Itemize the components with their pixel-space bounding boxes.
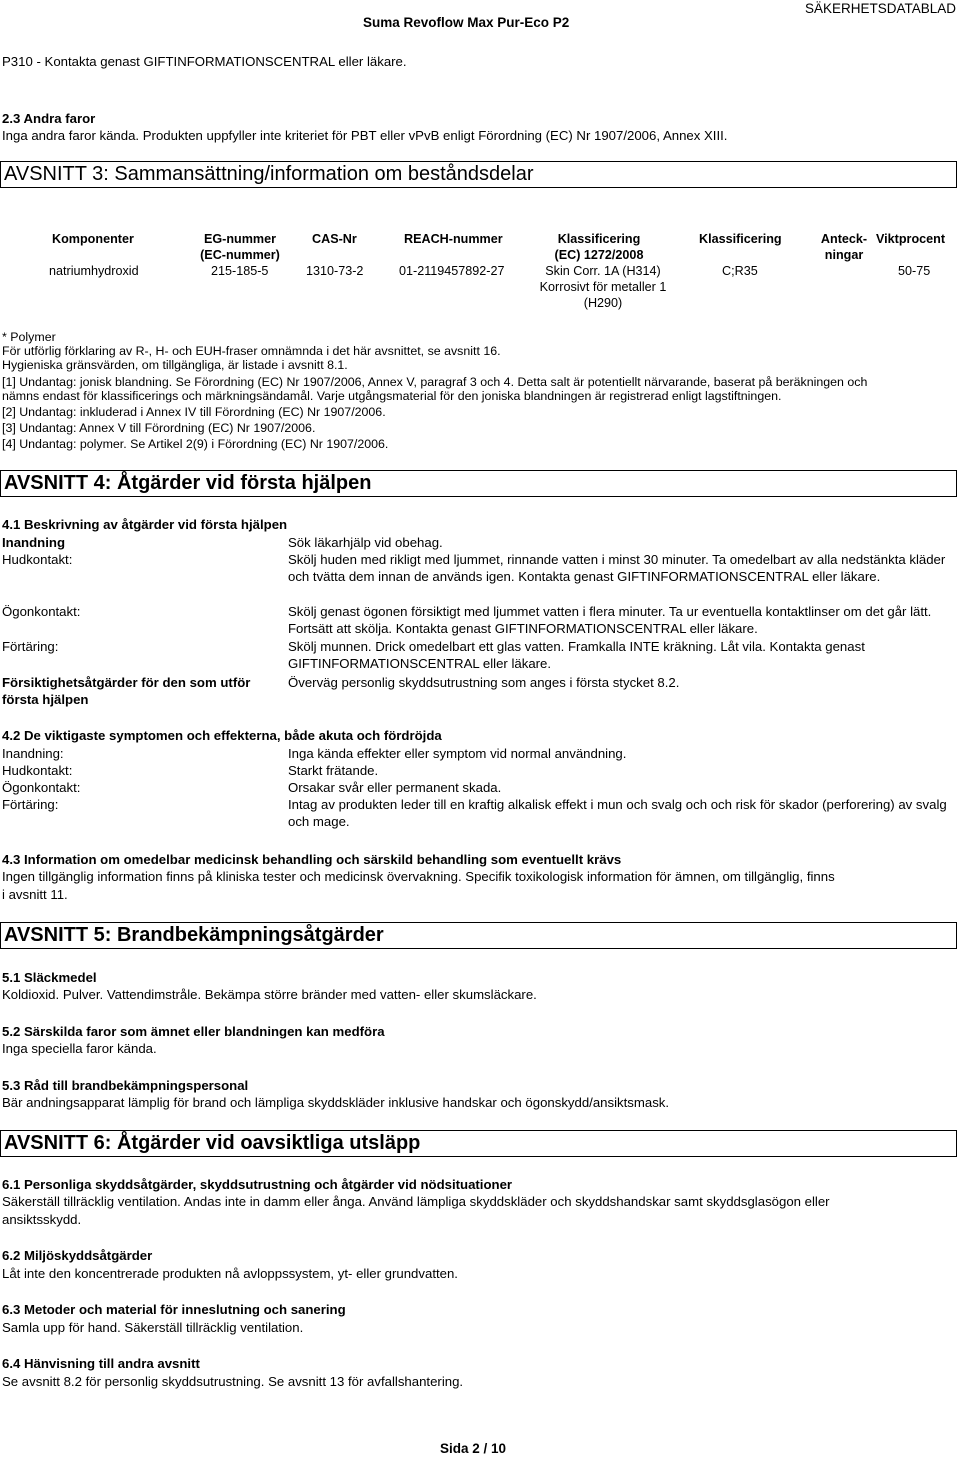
col-header-notes-line2: ningar <box>824 248 864 262</box>
s42-term-inhalation: Inandning: <box>2 746 64 761</box>
cell-clp-line3: (H290) <box>583 296 623 310</box>
col-header-eg-line1: EG-nummer <box>203 232 277 246</box>
section-5-1-title: 5.1 Släckmedel <box>2 970 97 985</box>
s41-def-eye: Skölj genast ögonen försiktigt med ljummet vatten i flera minuter. Ta ur eventuella kontaktlinser om det går lätt. Fortsätt att skölja. Kontakta genast GIFTINFORMATIONSCENTRAL eller läkare. <box>288 604 932 636</box>
section-2-3-text: Inga andra faror kända. Produkten uppfyller inte kriteriet för PBT eller vPvB enligt Förordning (EC) Nr 1907/2006, Annex XIII. <box>2 128 728 143</box>
col-header-notes <box>812 231 876 263</box>
s41-term-eye: Ögonkontakt: <box>2 604 81 619</box>
section-6-title: AVSNITT 6: Åtgärder vid oavsiktliga utsläpp <box>0 1130 957 1157</box>
s41-term-skin: Hudkontakt: <box>2 552 73 567</box>
page-number: Sida 2 / 10 <box>440 1441 507 1456</box>
s41-term-precaution-line2: första hjälpen <box>2 692 89 707</box>
cell-weight: 50-75 <box>898 264 931 278</box>
note-1: För utförlig förklaring av R-, H- och EUH-fraser omnämnda i det här avsnittet, se avsnitt 16. <box>2 344 501 358</box>
cell-cas: 1310-73-2 <box>306 264 364 278</box>
col-header-classification: Klassificering <box>699 232 782 246</box>
note-3b: nämns endast för klassificerings och märkningsändamål. Varje utgångsmaterial för den joniska blandningen är registrerad enligt lagstiftningen. <box>2 389 782 403</box>
section-4-3-text-2: i avsnitt 11. <box>2 887 68 902</box>
section-3-title: AVSNITT 3: Sammansättning/information om beståndsdelar <box>0 161 957 188</box>
s41-term-precaution <box>2 674 250 708</box>
note-3a: [1] Undantag: jonisk blandning. Se Förordning (EC) Nr 1907/2006, Annex V, paragraf 3 och 4. Detta salt är potentiellt närvarande, baserat på beräkningen och <box>2 375 868 389</box>
s41-def-skin: Skölj huden med rikligt med ljummet, rinnande vatten i minst 30 minuter. Ta omedelbart av alla nedstänkta kläder och tvätta dem innan de används igen. Kontakta genast GIFTINFORMATIONSCENTRAL eller läkare. <box>288 552 946 584</box>
s42-term-skin: Hudkontakt: <box>2 763 73 778</box>
col-header-reach: REACH-nummer <box>404 232 503 246</box>
section-6-1-text-2: ansiktsskydd. <box>2 1212 82 1227</box>
s42-def-eye: Orsakar svår eller permanent skada. <box>288 780 502 795</box>
section-6-4-text: Se avsnitt 8.2 för personlig skyddsutrustning. Se avsnitt 13 för avfallshantering. <box>2 1374 464 1389</box>
col-header-component: Komponenter <box>52 232 134 246</box>
section-4-3-title: 4.3 Information om omedelbar medicinsk behandling och särskild behandling som eventuellt krävs <box>2 852 622 867</box>
s41-term-precaution-line1: Försiktighetsåtgärder för den som utför <box>2 675 251 690</box>
header-document-type: SÄKERHETSDATABLAD <box>804 1 956 16</box>
s42-term-ingestion: Förtäring: <box>2 797 59 812</box>
section-6-1-title: 6.1 Personliga skyddsåtgärder, skyddsutrustning och åtgärder vid nödsituationer <box>2 1177 513 1192</box>
section-6-1-text-1: Säkerställ tillräcklig ventilation. Andas inte in damm eller ånga. Använd lämpliga skyddskläder och skyddshandskar samt skyddsglasögon eller <box>2 1194 830 1209</box>
s41-term-inhalation: Inandning <box>2 535 65 550</box>
col-header-clp <box>530 231 668 263</box>
cell-classification: C;R35 <box>722 264 758 278</box>
cell-clp <box>528 263 678 311</box>
col-header-cas: CAS-Nr <box>312 232 357 246</box>
section-6-3-title: 6.3 Metoder och material för inneslutning och sanering <box>2 1302 346 1317</box>
section-5-2-title: 5.2 Särskilda faror som ämnet eller blandningen kan medföra <box>2 1024 385 1039</box>
section-6-2-title: 6.2 Miljöskyddsåtgärder <box>2 1248 153 1263</box>
s41-term-ingestion: Förtäring: <box>2 639 59 654</box>
note-6: [4] Undantag: polymer. Se Artikel 2(9) i Förordning (EC) Nr 1907/2006. <box>2 437 389 451</box>
header-product-name: Suma Revoflow Max Pur-Eco P2 <box>363 15 570 30</box>
s42-term-eye: Ögonkontakt: <box>2 780 81 795</box>
s41-def-ingestion: Skölj munnen. Drick omedelbart ett glas vatten. Framkalla INTE kräkning. Låt vila. Kontakta genast GIFTINFORMATIONSCENTRAL eller läkare. <box>288 639 865 671</box>
section-4-1-title: 4.1 Beskrivning av åtgärder vid första hjälpen <box>2 517 288 532</box>
col-header-notes-line1: Anteck- <box>820 232 868 246</box>
section-6-2-text: Låt inte den koncentrerade produkten nå avloppssystem, yt- eller grundvatten. <box>2 1266 458 1281</box>
s41-def-precaution: Överväg personlig skyddsutrustning som anges i första stycket 8.2. <box>288 675 680 690</box>
section-5-1-text: Koldioxid. Pulver. Vattendimstråle. Bekämpa större bränder med vatten- eller skumsläckare. <box>2 987 537 1002</box>
p310-statement: P310 - Kontakta genast GIFTINFORMATIONSCENTRAL eller läkare. <box>2 54 407 69</box>
col-header-clp-line1: Klassificering <box>557 232 641 246</box>
section-6-4-title: 6.4 Hänvisning till andra avsnitt <box>2 1356 200 1371</box>
cell-clp-line1: Skin Corr. 1A (H314) <box>545 264 661 278</box>
section-5-3-text: Bär andningsapparat lämplig för brand och lämpliga skyddskläder inklusive handskar och ögonskydd/ansiktsmask. <box>2 1095 670 1110</box>
section-5-title: AVSNITT 5: Brandbekämpningsåtgärder <box>0 922 957 949</box>
col-header-clp-line2: (EC) 1272/2008 <box>554 248 644 262</box>
section-4-title: AVSNITT 4: Åtgärder vid första hjälpen <box>0 470 957 497</box>
section-5-3-title: 5.3 Råd till brandbekämpningspersonal <box>2 1078 249 1093</box>
cell-clp-line2: Korrosivt för metaller 1 <box>539 280 667 294</box>
col-header-weight: Viktprocent <box>876 232 946 246</box>
section-6-3-text: Samla upp för hand. Säkerställ tillräcklig ventilation. <box>2 1320 304 1335</box>
section-2-3-title: 2.3 Andra faror <box>2 111 96 126</box>
section-4-2-title: 4.2 De viktigaste symptomen och effekterna, både akuta och fördröjda <box>2 728 442 743</box>
cell-component: natriumhydroxid <box>49 264 139 278</box>
col-header-eg-line2: (EC-nummer) <box>200 248 280 262</box>
s42-def-ingestion: Intag av produkten leder till en kraftig alkalisk effekt i mun och svalg och och risk för skador (perforering) av svalg och mage. <box>288 797 947 829</box>
cell-eg: 215-185-5 <box>211 264 269 278</box>
note-5: [3] Undantag: Annex V till Förordning (EC) Nr 1907/2006. <box>2 421 316 435</box>
section-5-2-text: Inga speciella faror kända. <box>2 1041 157 1056</box>
section-4-3-text-1: Ingen tillgänglig information finns på kliniska tester och medicinsk övervakning. Specifik toxikologisk information för ämnen, om tillgänglig, finns <box>2 869 835 884</box>
note-2: Hygieniska gränsvärden, om tillgängliga, är listade i avsnitt 8.1. <box>2 358 348 372</box>
col-header-eg <box>186 231 294 263</box>
note-polymer: * Polymer <box>2 330 56 344</box>
cell-reach: 01-2119457892-27 <box>399 264 505 278</box>
s42-def-skin: Starkt frätande. <box>288 763 379 778</box>
note-4: [2] Undantag: inkluderad i Annex IV till Förordning (EC) Nr 1907/2006. <box>2 405 386 419</box>
s41-def-inhalation: Sök läkarhjälp vid obehag. <box>288 535 443 550</box>
s42-def-inhalation: Inga kända effekter eller symptom vid normal användning. <box>288 746 627 761</box>
